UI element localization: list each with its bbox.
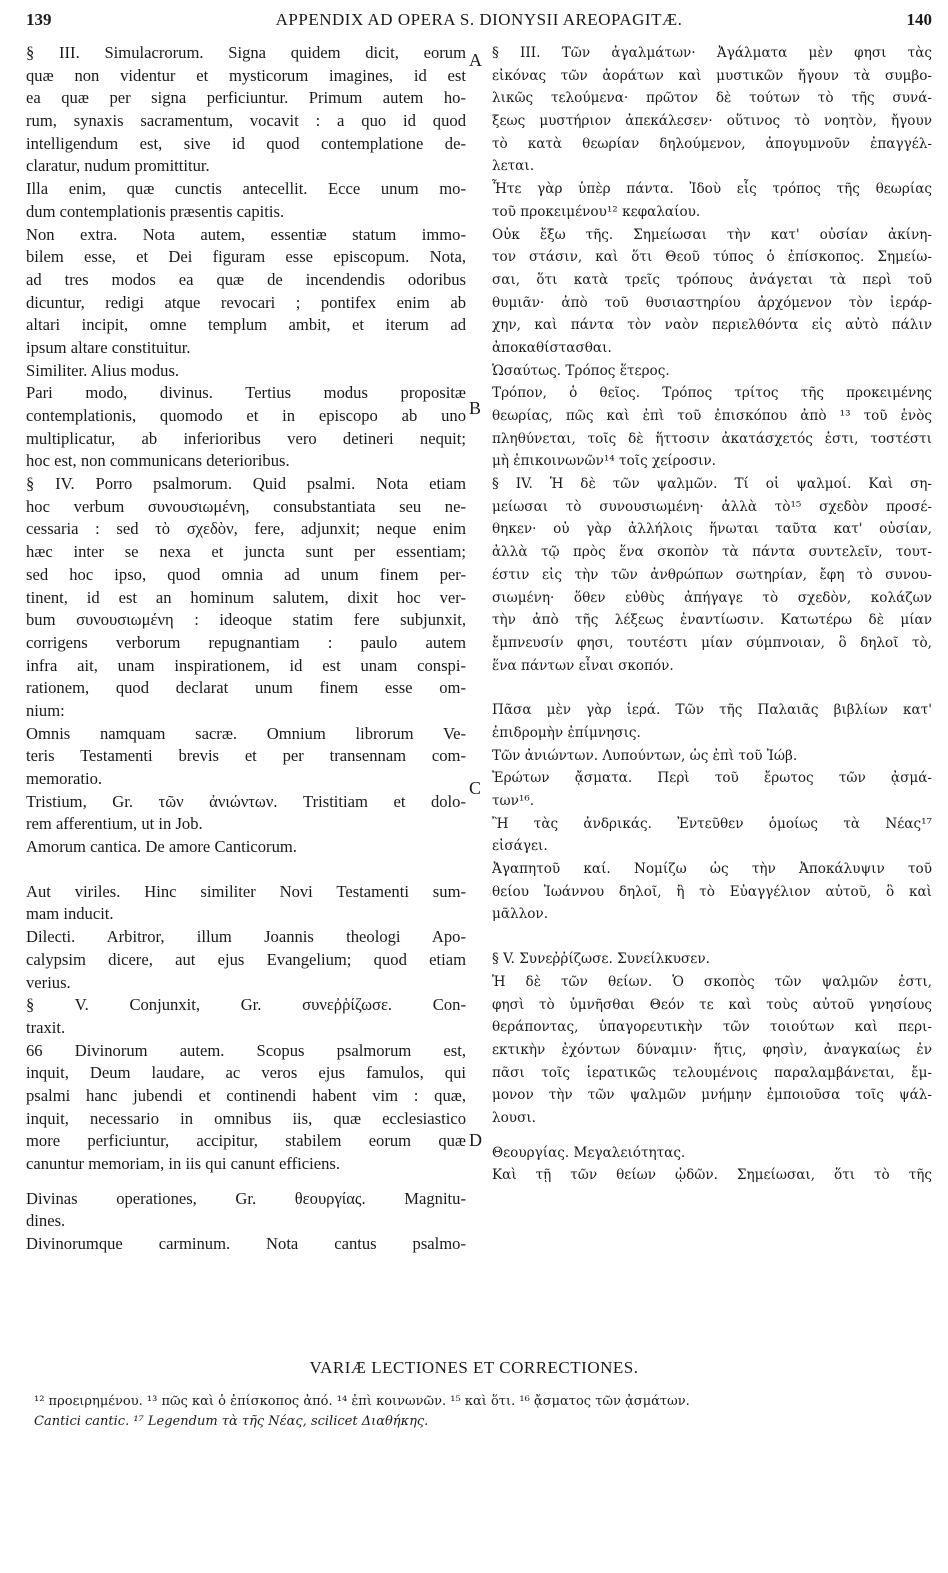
margin-marker-c: C (469, 778, 482, 798)
latin-line: ipsum altare constituitur. (26, 337, 191, 357)
latin-line: claratur, nudum promittitur. (26, 156, 210, 176)
latin-line: contemplationis, quomodo et in episcopo ab uno (26, 406, 466, 425)
latin-line: dicuntur, redigi atque revocari ; pontifex enim ab (26, 292, 466, 312)
greek-line: Θεουργίας. Μεγαλειότητας. (492, 1144, 686, 1161)
greek-line: τοῦ προκειμένου¹² κεφαλαίου. (492, 203, 701, 220)
latin-line: Illa enim, quæ cunctis antecellit. Ecce unum mo- (26, 179, 466, 199)
greek-line: Ὡσαύτως. Τρόπος ἕτερος. (492, 362, 670, 379)
latin-line: rem afferentium, ut in Job. (26, 814, 203, 834)
latin-line: inquit, necessario in omnibus iis, quæ ecclesiastico (26, 1108, 466, 1128)
latin-line: Dilecti. Arbitror, illum Joannis theologi Apo- (26, 927, 466, 947)
latin-line: multiplicatur, ab inferioribus vero detineri nequit; (26, 428, 466, 448)
latin-line: traxit. (26, 1017, 66, 1037)
latin-line: § III. Simulacrorum. Signa quidem dicit, eorum (26, 43, 466, 62)
page-number-right: 140 (906, 10, 932, 29)
greek-line: θυμιᾶν· ἀπὸ τοῦ θυσιαστηρίου ἀρχόμενον τὸν ἱεράρ- (492, 294, 932, 311)
latin-line: calypsim dicere, aut ejus Evangelium; quod etiam (26, 949, 466, 969)
latin-line: mam inducit. (26, 904, 114, 924)
latin-line: § V. Conjunxit, Gr. συνεῤῥίζωσε. Con- (26, 995, 466, 1015)
footnote-line-1: ¹² προειρημένου. ¹³ πῶς καὶ ὁ ἐπίσκοπος ἀπό. ¹⁴ ἐπὶ κοινωνῶν. ¹⁵ καὶ ὅτι. ¹⁶ ᾄσματος τῶν ᾀσμάτων. (34, 1394, 690, 1409)
greek-line: ἕνα πάντων εἶναι σκοπόν. (492, 657, 674, 674)
greek-line: μονον τὴν τῶν ψαλμῶν μνήμην ἐμποιοῦσα τοῖς ψάλ- (492, 1087, 932, 1104)
greek-line: § IV. Ἡ δὲ τῶν ψαλμῶν. Τί οἱ ψαλμοί. Καὶ ση- (492, 476, 932, 493)
greek-line: τὸ κατὰ θεωρίαν δηλούμενον, ἀπογυμνοῦν ἐπαγγέλ- (492, 135, 932, 152)
latin-line: more perficiuntur, accipitur, stabilem eorum quæ (26, 1131, 466, 1151)
greek-line: χην, καὶ πάντα τὸν ναὸν περιελθόντα εἰς αὐτὸ πάλιν (492, 317, 932, 334)
greek-line: ἀποκαθίστασθαι. (492, 339, 612, 356)
greek-line: Οὐκ ἔξω τῆς. Σημείωσαι τὴν κατ' οὐσίαν ἀκίνη- (492, 226, 932, 243)
greek-line: εκτικὴν ἐχόντων δύναμιν· ἥτις, φησὶν, ἀναγκαίως ἐν (492, 1041, 932, 1058)
greek-line: Πᾶσα μὲν γὰρ ἱερά. Τῶν τῆς Παλαιᾶς βιβλίων κατ' (492, 702, 932, 719)
latin-line: Divinas operationes, Gr. θεουργίας. Magnitu- (26, 1188, 466, 1208)
greek-line: λεται. (492, 158, 535, 175)
paragraph-gap (492, 1130, 932, 1142)
page-number-left: 139 (26, 10, 52, 29)
latin-line: bum συνουσιωμένη : ideoque statim fere subjunxit, (26, 610, 466, 630)
greek-line: θεωρίας, πῶς καὶ ἐπὶ τοῦ ἐπισκόπου ἀπὸ ¹³ τοῦ ἑνὸς (492, 408, 932, 424)
latin-column (26, 42, 466, 1256)
greek-column (492, 42, 932, 1187)
greek-line: μᾶλλον. (492, 906, 549, 923)
paragraph-gap (492, 926, 932, 948)
greek-line: των¹⁶. (492, 793, 535, 809)
latin-line: hæc inter se nexa et juncta sunt per essentiam; (26, 542, 466, 562)
greek-line: Ἡ δὲ τῶν θείων. Ὁ σκοπὸς τῶν ψαλμῶν ἐστι, (492, 973, 932, 990)
greek-line: θείου Ἰωάννου δηλοῖ, ἢ τὸ Εὐαγγέλιον αὐτοῦ, ὃ καὶ (492, 883, 932, 900)
paragraph-gap (26, 1176, 466, 1188)
greek-line: σιωμένη· ὅθεν εὐθὺς ἀπήγαγε τὸ σχεδὸν, κολάζων (492, 589, 932, 606)
latin-line: Pari modo, divinus. Tertius modus propositæ (26, 383, 466, 403)
latin-line: hoc est, non communicans deterioribus. (26, 451, 290, 471)
greek-line: Τῶν ἀνιώντων. Λυπούντων, ὡς ἐπὶ τοῦ Ἰώβ. (492, 747, 798, 764)
latin-line: infra ait, unam inspirationem, id est unam conspi- (26, 655, 466, 675)
greek-line: Καὶ τῇ τῶν θείων ᾠδῶν. Σημείωσαι, ὅτι τὸ τῆς (492, 1167, 932, 1184)
margin-marker-a: A (469, 50, 482, 70)
variae-lectiones-title: VARIÆ LECTIONES ET CORRECTIONES. (309, 1358, 639, 1377)
margin-marker-b: B (469, 398, 482, 418)
greek-line: έστιν εἰς τὴν τῶν ἀνθρώπων σωτηρίαν, ἔφη τὸ συνου- (492, 566, 932, 583)
greek-line: φησὶ τὸ ὑμνῆσθαι Θεόν τε καὶ τοὺς αὐτοῦ γνησίους (492, 996, 932, 1013)
latin-line: Tristium, Gr. τῶν ἀνιώντων. Tristitiam et dolo- (26, 791, 466, 811)
greek-line: πᾶσι τοῖς ἱερατικῶς τελουμένοις παραλαμβάνεται, ἔμ- (492, 1064, 932, 1081)
latin-line: memoratio. (26, 769, 103, 788)
greek-line: Ἐρώτων ᾄσματα. Περὶ τοῦ ἔρωτος τῶν ᾀσμά- (492, 770, 932, 787)
greek-line: τον στάσιν, καὶ ὅτι Θεοῦ τύπος ὁ ἐπίσκοπος. Σημείω- (492, 249, 932, 266)
latin-line: ad tres modos ea quæ de incendendis odoribus (26, 269, 466, 289)
latin-line: Similiter. Alius modus. (26, 360, 180, 380)
margin-marker-d: D (469, 1130, 482, 1150)
page-header (26, 10, 932, 36)
latin-line: teris Testamenti brevis et per transennam com- (26, 746, 466, 766)
greek-line: Ἧτε γὰρ ὑπὲρ πάντα. Ἰδοὺ εἷς τρόπος τῆς θεωρίας (492, 181, 932, 198)
paragraph-gap (492, 677, 932, 699)
latin-line: ea quæ per signa perficiuntur. Primum autem ho- (26, 88, 466, 108)
greek-line: Ἀγαπητοῦ καί. Νομίζω ὡς τὴν Ἀποκάλυψιν τοῦ (492, 861, 932, 878)
greek-line: § III. Τῶν ἀγαλμάτων· Ἀγάλματα μὲν φησι τὰς (492, 45, 932, 61)
paragraph-gap (26, 859, 466, 881)
latin-line: intelligendum est, sive id quod contemplatione de- (26, 133, 466, 153)
latin-line: Divinorumque carminum. Nota cantus psalmo- (26, 1234, 466, 1254)
greek-line: ἀλλὰ τῷ πρὸς ἕνα σκοπὸν τὰ πάντα συντελεῖν, τουτ- (492, 544, 932, 561)
latin-line: 66 Divinorum autem. Scopus psalmorum est, (26, 1040, 466, 1060)
greek-line: ἔμπνευσίν φησι, τουτέστι μίαν σύμπνοιαν, ὃ δηλοῖ τὸ, (492, 634, 932, 651)
latin-line: canuntur memoriam, in iis qui canunt efficiens. (26, 1154, 340, 1173)
latin-line: psalmi hanc jubendi et continendi habent vim : quæ, (26, 1085, 466, 1105)
latin-line: rum, synaxis sacramentum, vocavit : a quo id quod (26, 111, 466, 131)
latin-line: Amorum cantica. De amore Canticorum. (26, 837, 297, 857)
latin-line: dum contemplationis præsentis capitis. (26, 201, 285, 221)
latin-line: Aut viriles. Hinc similiter Novi Testamenti sum- (26, 881, 466, 901)
greek-line: θεράποντας, ὑπαγορευτικὴν τῶν τοιούτων καὶ περι- (492, 1019, 932, 1036)
running-title: APPENDIX AD OPERA S. DIONYSII AREOPAGITÆ. (275, 10, 683, 29)
greek-line: εἰκόνας τῶν ἀοράτων καὶ μυστικῶν ἤγουν τὰ συμβο- (492, 67, 932, 84)
greek-line: ἐπιδρομὴν ἐπίμνησις. (492, 724, 641, 741)
latin-line: bilem esse, et Dei figuram esse episcopum. Nota, (26, 247, 466, 267)
greek-line: Τρόπον, ὁ θεῖος. Τρόπος τρίτος τῆς προκειμένης (492, 385, 932, 402)
greek-line: Ἢ τὰς ἀνδρικάς. Ἐντεῦθεν ὁμοίως τὰ Νέας¹⁷ (492, 815, 932, 832)
greek-line: λουσι. (492, 1109, 536, 1126)
latin-line: dines. (26, 1211, 66, 1231)
greek-line: ξεως μυστήριον ἀπεκάλεσεν· οὕτινος τὸ νοητὸν, ἤγουν (492, 113, 932, 130)
latin-line: Non extra. Nota autem, essentiæ statum immo- (26, 224, 466, 244)
greek-line: θηκεν· οὐ γὰρ ἀλλήλοις ἥνωται ταῦτα κατ' οὐσίαν, (492, 521, 932, 538)
latin-line: corrigens verborum repugnantiam : paulo autem (26, 632, 466, 652)
latin-line: altari incipit, omne templum ambit, et iterum ad (26, 315, 466, 335)
footnote-line-2: Cantici cantic. ¹⁷ Legendum τὰ τῆς Νέας, scilicet Διαθήκης. (34, 1414, 429, 1429)
latin-line: hoc verbum συνουσιωμένη, consubstantiata seu ne- (26, 496, 466, 516)
greek-line: λικῶς τελούμενα· πρῶτον δὲ τούτων τὸ τῆς συνά- (492, 90, 932, 107)
latin-line: cessaria : sed τὸ σχεδὸν, fere, adjunxit; neque enim (26, 519, 466, 539)
greek-line: σαι, ὅτι κατὰ τρεῖς τρόπους ἀνάγεται τὰ περὶ τοῦ (492, 271, 932, 288)
greek-line: μείωσαι τὸ συνουσιωμένη· ἀλλὰ τὸ¹⁵ σχεδὸν προσέ- (492, 498, 932, 515)
latin-line: rationem, quod declarat unum finem esse om- (26, 678, 466, 698)
greek-line: τὴν ἀπὸ τῆς λέξεως ἐναντίωσιν. Κατωτέρω δὲ μίαν (492, 612, 932, 629)
latin-line: § IV. Porro psalmorum. Quid psalmi. Nota etiam (26, 474, 466, 494)
greek-line: § V. Συνεῤῥίζωσε. Συνείλκυσεν. (492, 951, 710, 968)
latin-line: Omnis namquam sacræ. Omnium librorum Ve- (26, 723, 466, 743)
latin-line: verius. (26, 972, 71, 992)
latin-line: inquit, Deum laudare, ac veros ejus famulos, qui (26, 1063, 466, 1083)
latin-line: tinent, id est an hominum salutem, dixit hoc ver- (26, 587, 466, 607)
latin-line: nium: (26, 700, 65, 720)
greek-line: πληθύνεται, τοῖς δὲ ἥττοσιν ἀκατάσχετός ἐστι, τοστέστι (492, 430, 932, 447)
latin-line: sed hoc ipso, quod omnia ad unum finem per- (26, 564, 466, 584)
greek-line: μὴ ἐπικοινωνῶν¹⁴ τοῖς χείροσιν. (492, 453, 716, 470)
latin-line: quæ non videntur et mysticorum imagines, id est (26, 65, 466, 85)
greek-line: εἰσάγει. (492, 838, 548, 855)
